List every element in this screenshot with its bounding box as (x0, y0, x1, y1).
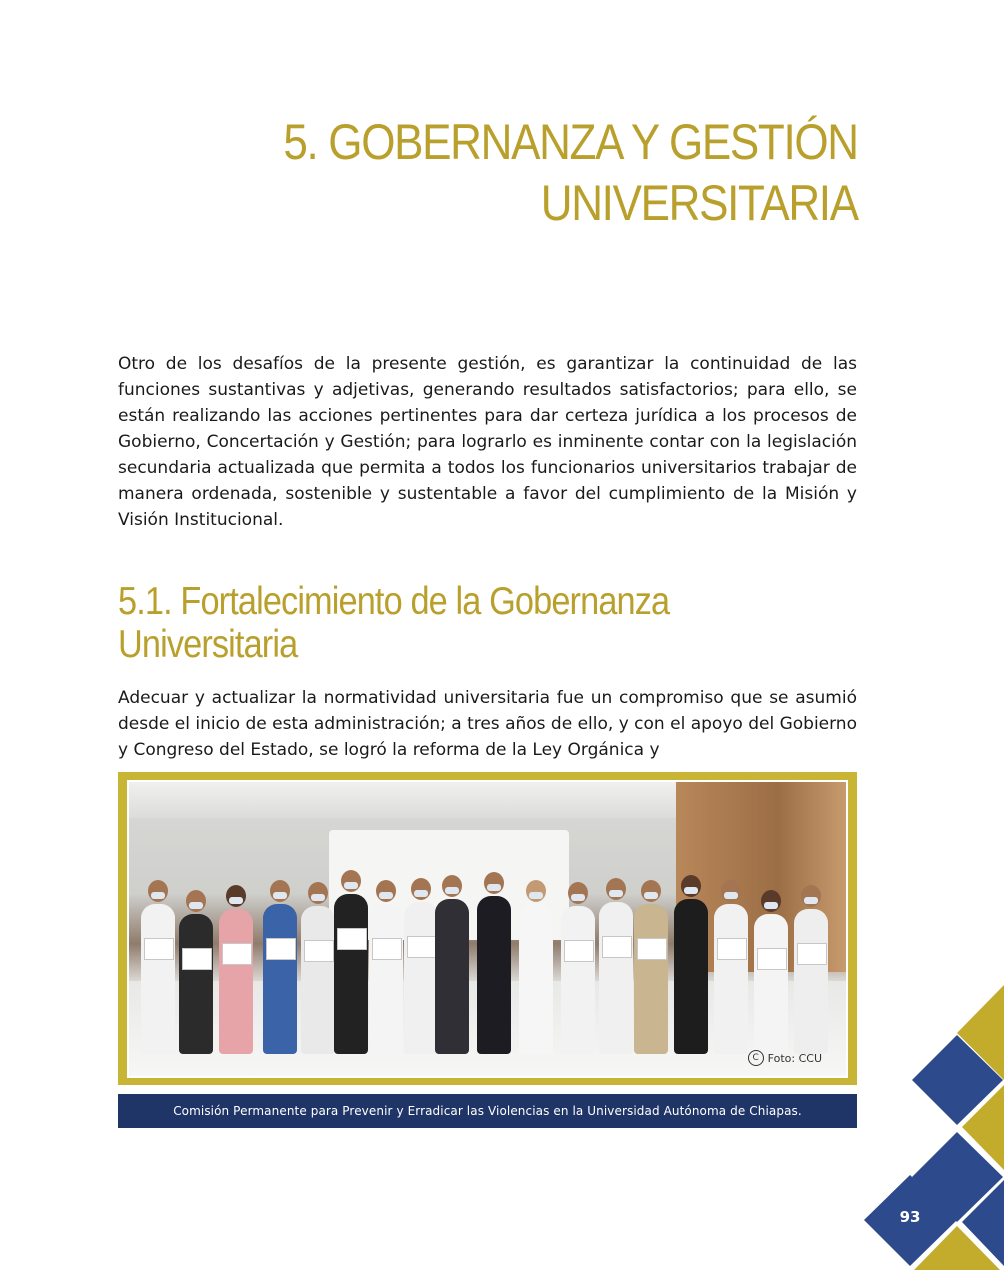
intro-paragraph: Otro de los desafíos de la presente gestión, es garantizar la continuidad de las funciones sustantivas y adjetivas, generando resultados satisfactorios; para ello, se están realizando las acciones pertinentes para dar certeza jurídica a los procesos de Gobierno, Concertación y Gestión; para lograrlo es inminente contar con la legislación secundaria actualizada que permita a todos los funcionarios universitarios trabajar de manera ordenada, sostenible y sustentable a favor del cumplimiento de la Misión y Visión Institucional. (118, 354, 857, 530)
section-title-line-2: Universitaria (118, 623, 298, 666)
chapter-title-line-2: UNIVERSITARIA (541, 175, 858, 231)
chapter-title-line-1: 5. GOBERNANZA Y GESTIÓN (283, 114, 858, 170)
copyright-icon: C (748, 1050, 764, 1066)
photo-credit-text: Foto: CCU (767, 1051, 822, 1065)
photo-caption: Comisión Permanente para Prevenir y Erradicar las Violencias en la Universidad Autónoma de Chiapas. (118, 1094, 857, 1128)
section-paragraph: Adecuar y actualizar la normatividad universitaria fue un compromiso que se asumió desde el inicio de esta administración; a tres años de ello, y con el apoyo del Gobierno y Congreso del Estado, se logró la reforma de la Ley Orgánica y (118, 688, 857, 760)
page-number: 93 (899, 1208, 921, 1226)
section-title-line-1: 5.1. Fortalecimiento de la Gobernanza (118, 580, 670, 623)
